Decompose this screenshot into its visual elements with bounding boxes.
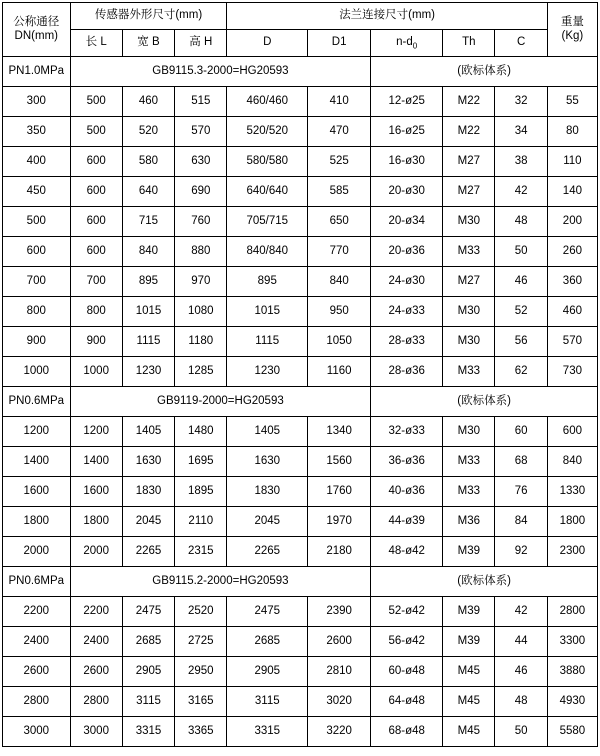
cell-d: 460/460 (227, 87, 308, 117)
cell-d1: 3220 (308, 717, 371, 747)
table-row (3, 537, 598, 567)
cell-nd: 68-ø48 (371, 717, 443, 747)
section-pressure-label: PN0.6MPa (3, 387, 71, 417)
cell-nd: 16-ø30 (371, 147, 443, 177)
cell-nd: 20-ø30 (371, 177, 443, 207)
table-row (3, 147, 598, 177)
cell-nd: 20-ø34 (371, 207, 443, 237)
cell-th: M39 (443, 537, 495, 567)
cell-l: 900 (70, 327, 122, 357)
cell-h: 630 (175, 147, 227, 177)
cell-nd: 52-ø42 (371, 597, 443, 627)
section-header-row (3, 57, 598, 87)
cell-d1: 1760 (308, 477, 371, 507)
header-col-h: 高 H (175, 30, 227, 57)
cell-d1: 1340 (308, 417, 371, 447)
cell-h: 1285 (175, 357, 227, 387)
header-weight-group (547, 3, 597, 57)
table-row (3, 507, 598, 537)
cell-l: 500 (70, 117, 122, 147)
cell-b: 1630 (122, 447, 174, 477)
cell-b: 1230 (122, 357, 174, 387)
cell-kg: 730 (547, 357, 597, 387)
cell-th: M33 (443, 477, 495, 507)
cell-b: 2045 (122, 507, 174, 537)
table-row (3, 87, 598, 117)
header-weight-title: 重量 (560, 16, 584, 29)
cell-h: 1180 (175, 327, 227, 357)
cell-d: 1230 (227, 357, 308, 387)
cell-nd: 36-ø36 (371, 447, 443, 477)
cell-c: 92 (495, 537, 547, 567)
cell-b: 1405 (122, 417, 174, 447)
cell-dn: 800 (3, 297, 71, 327)
cell-dn: 2200 (3, 597, 71, 627)
cell-d: 1115 (227, 327, 308, 357)
cell-dn: 2400 (3, 627, 71, 657)
cell-b: 640 (122, 177, 174, 207)
cell-d: 1405 (227, 417, 308, 447)
cell-kg: 3880 (547, 657, 597, 687)
cell-d1: 470 (308, 117, 371, 147)
section-note-label: (欧标体系) (371, 567, 598, 597)
cell-c: 50 (495, 717, 547, 747)
header-row-groups (3, 3, 598, 30)
cell-nd: 24-ø33 (371, 297, 443, 327)
cell-l: 1800 (70, 507, 122, 537)
cell-c: 62 (495, 357, 547, 387)
header-dn-unit: DN(mm) (14, 29, 58, 42)
cell-th: M27 (443, 267, 495, 297)
cell-d1: 1050 (308, 327, 371, 357)
cell-dn: 2800 (3, 687, 71, 717)
cell-nd: 16-ø25 (371, 117, 443, 147)
cell-c: 48 (495, 687, 547, 717)
table-row (3, 477, 598, 507)
cell-b: 2905 (122, 657, 174, 687)
cell-b: 840 (122, 237, 174, 267)
cell-d: 840/840 (227, 237, 308, 267)
cell-d: 2045 (227, 507, 308, 537)
section-note-label: (欧标体系) (371, 387, 598, 417)
cell-nd: 56-ø42 (371, 627, 443, 657)
header-col-d1: D1 (308, 30, 371, 57)
cell-th: M45 (443, 657, 495, 687)
cell-d1: 2390 (308, 597, 371, 627)
cell-kg: 460 (547, 297, 597, 327)
cell-b: 3115 (122, 687, 174, 717)
cell-nd: 28-ø36 (371, 357, 443, 387)
cell-d1: 2810 (308, 657, 371, 687)
cell-nd: 60-ø48 (371, 657, 443, 687)
cell-h: 1480 (175, 417, 227, 447)
cell-h: 2315 (175, 537, 227, 567)
table-row (3, 297, 598, 327)
cell-dn: 600 (3, 237, 71, 267)
cell-dn: 300 (3, 87, 71, 117)
cell-b: 3315 (122, 717, 174, 747)
cell-b: 520 (122, 117, 174, 147)
cell-c: 42 (495, 177, 547, 207)
cell-l: 1000 (70, 357, 122, 387)
cell-c: 52 (495, 297, 547, 327)
cell-c: 46 (495, 657, 547, 687)
cell-kg: 4930 (547, 687, 597, 717)
cell-kg: 360 (547, 267, 597, 297)
cell-b: 2265 (122, 537, 174, 567)
cell-dn: 450 (3, 177, 71, 207)
cell-d: 640/640 (227, 177, 308, 207)
cell-c: 76 (495, 477, 547, 507)
section-pressure-label: PN1.0MPa (3, 57, 71, 87)
specification-table (2, 2, 598, 747)
header-weight-unit: (Kg) (561, 29, 584, 42)
table-row (3, 417, 598, 447)
table-row (3, 687, 598, 717)
cell-th: M33 (443, 237, 495, 267)
cell-dn: 1600 (3, 477, 71, 507)
cell-d: 895 (227, 267, 308, 297)
cell-d: 3315 (227, 717, 308, 747)
cell-h: 2725 (175, 627, 227, 657)
cell-l: 600 (70, 147, 122, 177)
cell-l: 2600 (70, 657, 122, 687)
cell-nd: 24-ø30 (371, 267, 443, 297)
cell-c: 84 (495, 507, 547, 537)
cell-b: 580 (122, 147, 174, 177)
header-row-columns (3, 30, 598, 57)
header-col-b: 宽 B (122, 30, 174, 57)
cell-d1: 840 (308, 267, 371, 297)
cell-nd: 12-ø25 (371, 87, 443, 117)
header-dn-group (3, 3, 71, 57)
cell-b: 1115 (122, 327, 174, 357)
cell-dn: 500 (3, 207, 71, 237)
cell-kg: 260 (547, 237, 597, 267)
cell-d1: 770 (308, 237, 371, 267)
cell-b: 895 (122, 267, 174, 297)
cell-kg: 1800 (547, 507, 597, 537)
cell-b: 1830 (122, 477, 174, 507)
cell-dn: 700 (3, 267, 71, 297)
cell-th: M22 (443, 87, 495, 117)
cell-b: 460 (122, 87, 174, 117)
cell-nd: 64-ø48 (371, 687, 443, 717)
cell-dn: 2600 (3, 657, 71, 687)
cell-h: 1695 (175, 447, 227, 477)
cell-d1: 1560 (308, 447, 371, 477)
cell-d: 520/520 (227, 117, 308, 147)
cell-th: M45 (443, 717, 495, 747)
cell-dn: 1200 (3, 417, 71, 447)
section-standard-label: GB9115.2-2000=HG20593 (70, 567, 371, 597)
cell-h: 2950 (175, 657, 227, 687)
cell-c: 42 (495, 597, 547, 627)
cell-d1: 950 (308, 297, 371, 327)
cell-h: 2110 (175, 507, 227, 537)
cell-th: M30 (443, 297, 495, 327)
cell-kg: 600 (547, 417, 597, 447)
cell-dn: 350 (3, 117, 71, 147)
table-body (3, 57, 598, 747)
cell-b: 715 (122, 207, 174, 237)
table-row (3, 177, 598, 207)
cell-l: 600 (70, 177, 122, 207)
table-row (3, 717, 598, 747)
table-row (3, 207, 598, 237)
cell-dn: 1000 (3, 357, 71, 387)
table-row (3, 447, 598, 477)
cell-h: 515 (175, 87, 227, 117)
cell-c: 50 (495, 237, 547, 267)
cell-dn: 1800 (3, 507, 71, 537)
section-header-row (3, 387, 598, 417)
cell-th: M36 (443, 507, 495, 537)
cell-c: 44 (495, 627, 547, 657)
cell-l: 700 (70, 267, 122, 297)
cell-th: M39 (443, 597, 495, 627)
cell-c: 46 (495, 267, 547, 297)
cell-d1: 525 (308, 147, 371, 177)
header-col-th: Th (443, 30, 495, 57)
header-flange-group: 法兰连接尺寸(mm) (227, 3, 547, 30)
cell-l: 2200 (70, 597, 122, 627)
cell-d1: 2600 (308, 627, 371, 657)
cell-kg: 1330 (547, 477, 597, 507)
cell-kg: 2300 (547, 537, 597, 567)
table-row (3, 597, 598, 627)
cell-c: 38 (495, 147, 547, 177)
section-pressure-label: PN0.6MPa (3, 567, 71, 597)
section-note-label: (欧标体系) (371, 57, 598, 87)
cell-kg: 110 (547, 147, 597, 177)
header-dn-title: 公称通径 (13, 16, 60, 29)
cell-h: 760 (175, 207, 227, 237)
cell-h: 3165 (175, 687, 227, 717)
cell-d: 2685 (227, 627, 308, 657)
table-row (3, 357, 598, 387)
table-row (3, 657, 598, 687)
cell-d1: 2180 (308, 537, 371, 567)
cell-th: M22 (443, 117, 495, 147)
cell-l: 800 (70, 297, 122, 327)
cell-c: 48 (495, 207, 547, 237)
cell-l: 1200 (70, 417, 122, 447)
cell-nd: 28-ø33 (371, 327, 443, 357)
header-col-nd-subscript: 0 (412, 41, 418, 51)
table-row (3, 327, 598, 357)
cell-c: 34 (495, 117, 547, 147)
cell-l: 600 (70, 207, 122, 237)
cell-b: 2475 (122, 597, 174, 627)
cell-d: 580/580 (227, 147, 308, 177)
cell-d1: 1160 (308, 357, 371, 387)
cell-dn: 400 (3, 147, 71, 177)
cell-kg: 140 (547, 177, 597, 207)
cell-h: 970 (175, 267, 227, 297)
cell-c: 32 (495, 87, 547, 117)
cell-b: 2685 (122, 627, 174, 657)
cell-th: M27 (443, 177, 495, 207)
cell-h: 880 (175, 237, 227, 267)
cell-th: M30 (443, 417, 495, 447)
cell-h: 1080 (175, 297, 227, 327)
cell-c: 56 (495, 327, 547, 357)
table-header (3, 3, 598, 57)
cell-th: M33 (443, 357, 495, 387)
cell-kg: 55 (547, 87, 597, 117)
cell-d1: 650 (308, 207, 371, 237)
cell-th: M27 (443, 147, 495, 177)
cell-l: 3000 (70, 717, 122, 747)
cell-kg: 80 (547, 117, 597, 147)
cell-d: 3115 (227, 687, 308, 717)
cell-l: 2000 (70, 537, 122, 567)
header-sensor-group: 传感器外形尺寸(mm) (70, 3, 227, 30)
cell-dn: 2000 (3, 537, 71, 567)
cell-d: 705/715 (227, 207, 308, 237)
cell-dn: 3000 (3, 717, 71, 747)
cell-kg: 840 (547, 447, 597, 477)
cell-d: 2265 (227, 537, 308, 567)
header-col-nd-text: n-d (396, 35, 413, 48)
cell-d: 1015 (227, 297, 308, 327)
header-col-nd (371, 30, 443, 57)
cell-l: 500 (70, 87, 122, 117)
cell-l: 1400 (70, 447, 122, 477)
cell-c: 68 (495, 447, 547, 477)
cell-d1: 410 (308, 87, 371, 117)
cell-d: 1830 (227, 477, 308, 507)
header-col-l: 长 L (70, 30, 122, 57)
cell-l: 600 (70, 237, 122, 267)
cell-h: 570 (175, 117, 227, 147)
cell-h: 690 (175, 177, 227, 207)
cell-d: 1630 (227, 447, 308, 477)
header-col-c: C (495, 30, 547, 57)
cell-d1: 3020 (308, 687, 371, 717)
table-row (3, 267, 598, 297)
cell-b: 1015 (122, 297, 174, 327)
table-row (3, 237, 598, 267)
cell-th: M30 (443, 327, 495, 357)
cell-th: M45 (443, 687, 495, 717)
cell-d1: 585 (308, 177, 371, 207)
cell-kg: 570 (547, 327, 597, 357)
cell-h: 3365 (175, 717, 227, 747)
cell-kg: 2800 (547, 597, 597, 627)
cell-d1: 1970 (308, 507, 371, 537)
cell-l: 2800 (70, 687, 122, 717)
cell-nd: 32-ø33 (371, 417, 443, 447)
cell-dn: 1400 (3, 447, 71, 477)
table-row (3, 117, 598, 147)
cell-kg: 5580 (547, 717, 597, 747)
cell-dn: 900 (3, 327, 71, 357)
cell-h: 1895 (175, 477, 227, 507)
section-standard-label: GB9115.3-2000=HG20593 (70, 57, 371, 87)
section-header-row (3, 567, 598, 597)
table-row (3, 627, 598, 657)
cell-c: 60 (495, 417, 547, 447)
cell-nd: 40-ø36 (371, 477, 443, 507)
cell-nd: 48-ø42 (371, 537, 443, 567)
cell-d: 2905 (227, 657, 308, 687)
cell-h: 2520 (175, 597, 227, 627)
cell-th: M30 (443, 207, 495, 237)
cell-nd: 20-ø36 (371, 237, 443, 267)
cell-th: M33 (443, 447, 495, 477)
section-standard-label: GB9119-2000=HG20593 (70, 387, 371, 417)
header-col-d: D (227, 30, 308, 57)
cell-kg: 3300 (547, 627, 597, 657)
cell-kg: 200 (547, 207, 597, 237)
cell-nd: 44-ø39 (371, 507, 443, 537)
cell-l: 1600 (70, 477, 122, 507)
cell-l: 2400 (70, 627, 122, 657)
cell-d: 2475 (227, 597, 308, 627)
cell-th: M39 (443, 627, 495, 657)
